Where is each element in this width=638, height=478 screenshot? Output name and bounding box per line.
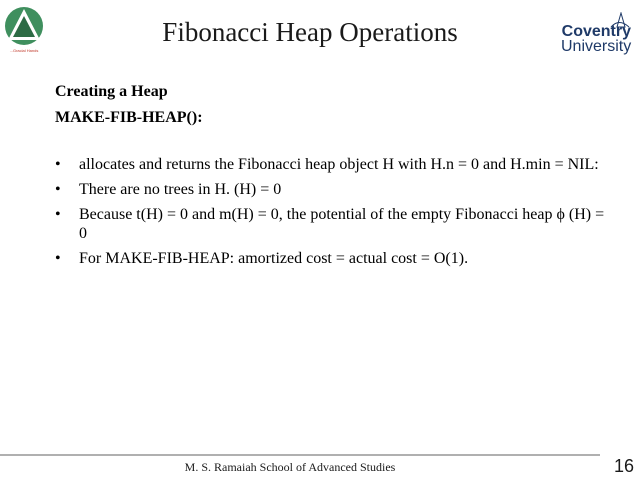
logo-right-line1: Coventry <box>561 23 631 40</box>
bullet-marker: • <box>55 181 61 198</box>
slide-content <box>55 79 615 274</box>
bullet-list <box>55 155 615 268</box>
section-heading: Creating a Heap <box>55 83 168 100</box>
institution-logo-right <box>561 12 632 55</box>
bullet-text: There are no trees in H. (H) = 0 <box>79 181 282 198</box>
bullet-item <box>55 155 615 174</box>
page-number: 16 <box>613 456 634 476</box>
footer-divider <box>0 454 600 456</box>
slide-title: Fibonacci Heap Operations <box>162 17 458 47</box>
bullet-marker: • <box>55 250 61 267</box>
footer-institution: M. S. Ramaiah School of Advanced Studies <box>184 460 396 474</box>
bullet-marker: • <box>55 206 61 223</box>
logo-left-tagline: ...Gracial Hands <box>9 48 39 53</box>
function-heading: MAKE-FIB-HEAP(): <box>55 109 203 126</box>
bullet-text: allocates and returns the Fibonacci heap object H with H.n = 0 and H.min = NIL: <box>79 156 599 173</box>
bullet-marker: • <box>55 156 61 173</box>
logo-right-line2: University <box>561 38 632 55</box>
bullet-text: For MAKE-FIB-HEAP: amortized cost = actual cost = O(1). <box>79 250 469 267</box>
bullet-item <box>55 249 615 268</box>
bullet-item <box>55 180 615 199</box>
bullet-text: Because t(H) = 0 and m(H) = 0, the potential of the empty Fibonacci heap ϕ (H) = 0 <box>79 206 605 242</box>
bullet-item <box>55 205 615 243</box>
